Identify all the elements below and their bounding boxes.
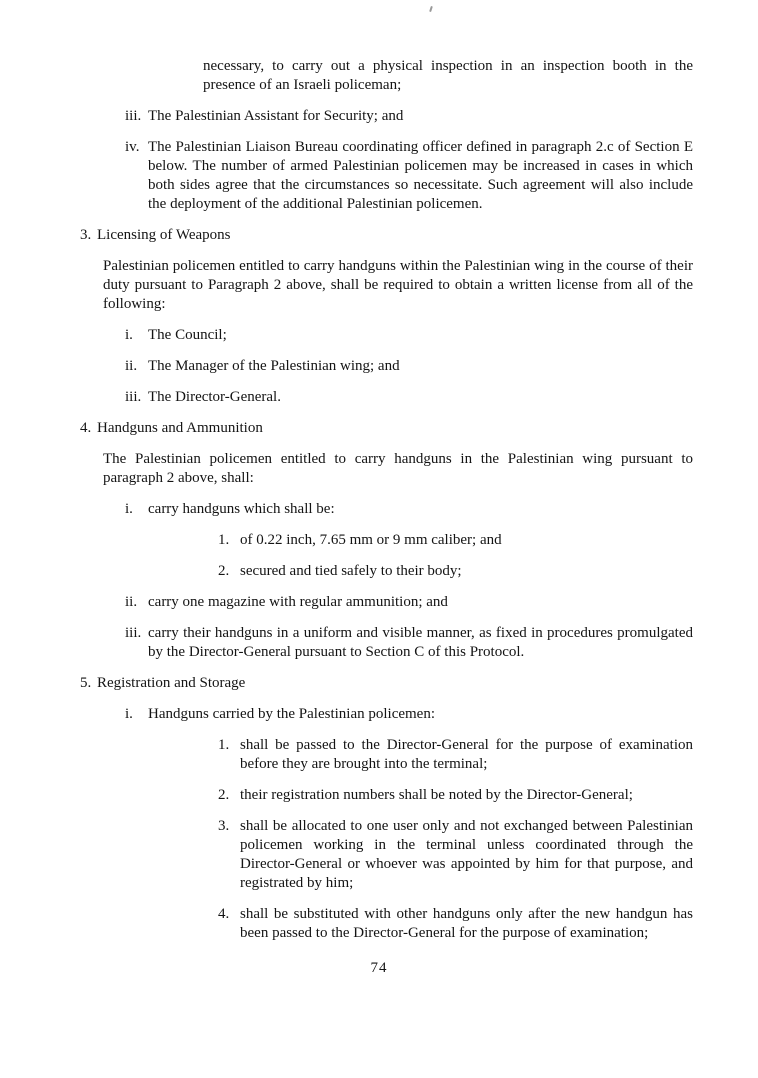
section-heading-handguns xyxy=(80,419,758,438)
list-item-text: shall be allocated to one user only and not exchanged between Palestinian policemen working in the terminal unless coordinated through the Director-General or whoever was appointed by him for that purpose, and registrated by him; xyxy=(240,818,693,891)
list-item-label: 2. xyxy=(218,787,230,803)
section-number: 5. xyxy=(80,675,92,691)
section-heading-registration xyxy=(80,674,758,693)
section-title: Handguns and Ammunition xyxy=(97,420,263,436)
list-item-text: The Palestinian Liaison Bureau coordinating officer defined in paragraph 2.c of Section E below. The number of armed Palestinian policemen may be increased in cases in which both sides agree that the circumstances so necessitate. Such agreement will also include the deployment of the additional Palestinian policemen. xyxy=(148,139,693,212)
list-item-text: The Director-General. xyxy=(148,389,281,405)
list-item-label: 1. xyxy=(218,532,230,548)
list-item-label: i. xyxy=(125,501,133,517)
sub-list-item xyxy=(218,817,693,893)
section-title: Licensing of Weapons xyxy=(97,227,231,243)
list-item-label: ii. xyxy=(125,594,138,610)
sub-list-item xyxy=(218,736,693,774)
section-3-paragraph: Palestinian policemen entitled to carry handguns within the Palestinian wing in the course of their duty pursuant to Paragraph 2 above, shall be required to obtain a written license from all of the following: xyxy=(103,258,693,312)
list-item-label: 1. xyxy=(218,737,230,753)
sub-list-item xyxy=(218,562,693,581)
list-item xyxy=(125,593,693,612)
section-number: 4. xyxy=(80,420,92,436)
list-item-label: 4. xyxy=(218,906,230,922)
list-item-iv xyxy=(125,138,693,214)
list-item-text: Handguns carried by the Palestinian policemen: xyxy=(148,706,435,722)
list-item-text: carry their handguns in a uniform and visible manner, as fixed in procedures promulgated by the Director-General pursuant to Section C of this Protocol. xyxy=(148,625,693,660)
page-number: 74 xyxy=(370,960,388,976)
list-item-label: i. xyxy=(125,327,133,343)
list-item-label: ii. xyxy=(125,358,138,374)
list-item-label: 3. xyxy=(218,818,230,834)
list-item-label: iii. xyxy=(125,108,142,124)
list-item-text: The Manager of the Palestinian wing; and xyxy=(148,358,400,374)
list-item xyxy=(125,705,693,724)
list-item-text: secured and tied safely to their body; xyxy=(240,563,462,579)
scan-artifact xyxy=(429,6,433,12)
list-item-text: of 0.22 inch, 7.65 mm or 9 mm caliber; and xyxy=(240,532,502,548)
section-4-paragraph: The Palestinian policemen entitled to carry handguns in the Palestinian wing pursuant to paragraph 2 above, shall: xyxy=(103,451,693,486)
list-item xyxy=(125,388,693,407)
list-item-iii xyxy=(125,107,693,126)
list-item xyxy=(125,500,693,519)
list-item-label: iv. xyxy=(125,139,140,155)
section-title: Registration and Storage xyxy=(97,675,246,691)
section-number: 3. xyxy=(80,227,92,243)
sub-list-item xyxy=(218,531,693,550)
list-item-label: i. xyxy=(125,706,133,722)
section-heading-licensing xyxy=(80,226,758,245)
list-item-text: carry handguns which shall be: xyxy=(148,501,335,517)
list-item-text: The Council; xyxy=(148,327,227,343)
list-item-label: iii. xyxy=(125,625,142,641)
sub-list-item xyxy=(218,786,693,805)
list-item-text: their registration numbers shall be noted by the Director-General; xyxy=(240,787,633,803)
list-item-label: 2. xyxy=(218,563,230,579)
list-item-label: iii. xyxy=(125,389,142,405)
list-item xyxy=(125,326,693,345)
list-item-text: shall be substituted with other handguns only after the new handgun has been passed to the Director-General for the purpose of examination; xyxy=(240,906,693,941)
list-item xyxy=(125,357,693,376)
list-item-text: carry one magazine with regular ammunition; and xyxy=(148,594,448,610)
list-item-text: shall be passed to the Director-General for the purpose of examination before they are brought into the terminal; xyxy=(240,737,693,772)
continuation-paragraph: necessary, to carry out a physical inspection in an inspection booth in the presence of an Israeli policeman; xyxy=(203,58,693,93)
sub-list-item xyxy=(218,905,693,943)
list-item xyxy=(125,624,693,662)
list-item-text: The Palestinian Assistant for Security; and xyxy=(148,108,404,124)
